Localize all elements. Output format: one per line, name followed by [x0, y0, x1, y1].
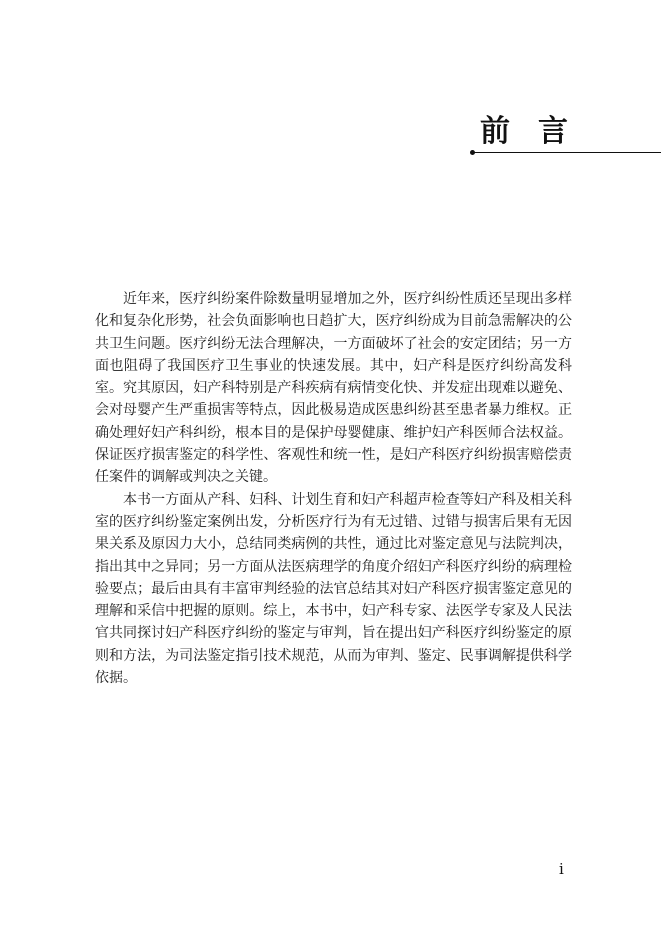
- heading-rule: [472, 152, 661, 153]
- chapter-heading: [470, 112, 661, 162]
- page-number: i: [559, 860, 564, 878]
- preface-body: [95, 288, 572, 689]
- chapter-title: 前言: [480, 114, 596, 149]
- paragraph: 本书一方面从产科、妇科、计划生育和妇产科超声检查等妇产科及相关科室的医疗纠纷鉴定案例出发，分析医疗行为有无过错、过错与损害后果有无因果关系及原因力大小，总结同类病例的共性，通过比对鉴定意见与法院判决，指出其中之异同；另一方面从法医病理学的角度介绍妇产科医疗纠纷的病理检验要点；最后由具有丰富审判经验的法官总结其对妇产科医疗损害鉴定意见的理解和采信中把握的原则。综上，本书中，妇产科专家、法医学专家及人民法官共同探讨妇产科医疗纠纷的鉴定与审判，旨在提出妇产科医疗纠纷鉴定的原则和方法，为司法鉴定指引技术规范，从而为审判、鉴定、民事调解提供科学依据。: [95, 491, 572, 687]
- paragraph: 近年来，医疗纠纷案件除数量明显增加之外，医疗纠纷性质还呈现出多样化和复杂化形势，社会负面影响也日趋扩大，医疗纠纷成为目前急需解决的公共卫生问题。医疗纠纷无法合理解决，一方面破坏了社会的安定团结；另一方面也阻碍了我国医疗卫生事业的快速发展。其中，妇产科是医疗纠纷高发科室。究其原因，妇产科特别是产科疾病有病情变化快、并发症出现难以避免、会对母婴产生严重损害等特点，因此极易造成医患纠纷甚至患者暴力维权。正确处理好妇产科纠纷，根本目的是保护母婴健康、维护妇产科医师合法权益。保证医疗损害鉴定的科学性、客观性和统一性，是妇产科医疗纠纷损害赔偿责任案件的调解或判决之关键。: [95, 291, 572, 486]
